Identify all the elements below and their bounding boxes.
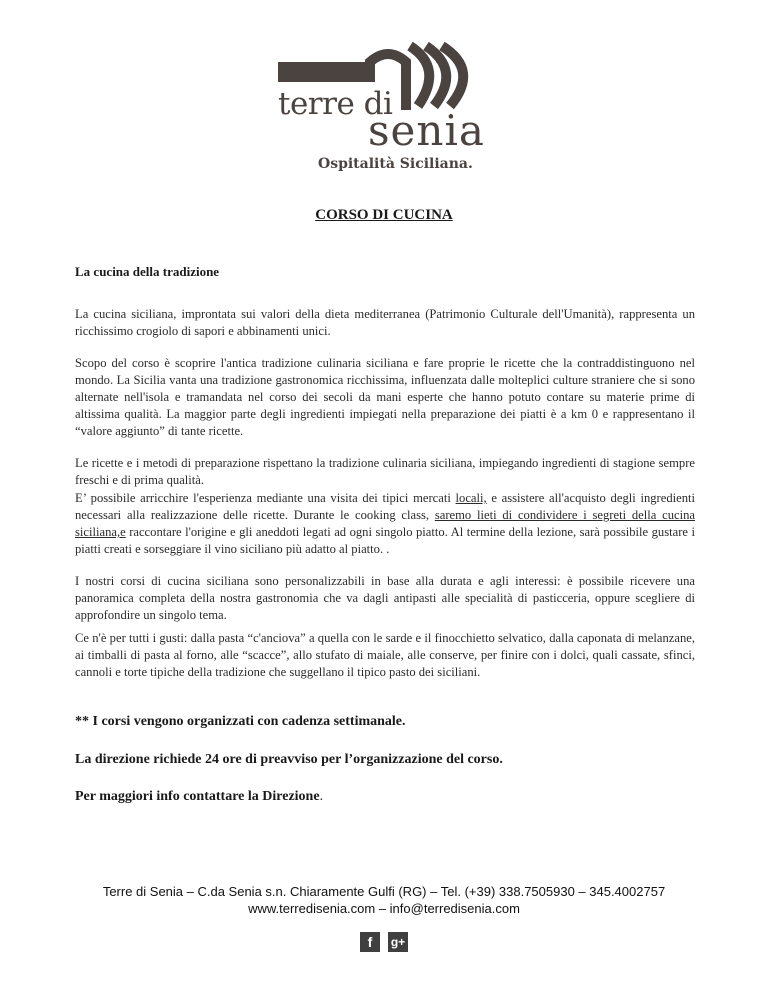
paragraph-4-text-a: E’ possibile arricchire l'esperienza mediante una visita dei tipici mercati: [75, 491, 456, 505]
footer-address: Terre di Senia – C.da Senia s.n. Chiaramente Gulfi (RG) – Tel. (+39) 338.7505930 – 345.4002757: [102, 884, 666, 899]
footer-contacts[interactable]: www.terredisenia.com – info@terredisenia.com: [248, 901, 520, 916]
paragraph-4-text-c: raccontare l'origine e gli aneddoti legati ad ogni singolo piatto. Al termine della lezione, sarà possibile gustare i piatti creati e sorseggiare il vino siciliano più adatto al piatto. .: [75, 525, 695, 556]
paragraph-1: La cucina siciliana, improntata sui valori della dieta mediterranea (Patrimonio Culturale dell'Umanità), rappresenta un ricchissimo crogiolo di sapori e abbinamenti unici.: [75, 307, 695, 338]
paragraph-2: Scopo del corso è scoprire l'antica tradizione culinaria siciliana e fare proprie le ricette che la contraddistinguono nel mondo. La Sicilia vanta una tradizione gastronomica ricchissima, influenzata dalle molteplici culture straniere che si sono alternate nell'isola e tramandata nel corso dei secoli da mani esperte che hanno potuto contare su materie prime di altissima qualità. La maggior parte degli ingredienti impiegati nella preparazione dei piatti è a km 0 e rappresentano il “valore aggiunto” di tante ricette.: [75, 356, 695, 438]
note-weekly: ** I corsi vengono organizzati con cadenza settimanale.: [75, 714, 406, 729]
logo-name-line2: senia: [368, 106, 485, 155]
facebook-icon[interactable]: f: [360, 932, 380, 952]
paragraph-4-text-b: e assistere all'acquisto degli ingredienti necessari alla realizzazione delle ricette. Durante le cooking class,: [75, 491, 695, 522]
paragraph-5: I nostri corsi di cucina siciliana sono personalizzabili in base alla durata e agli interessi: è possibile ricevere una panoramica completa della nostra gastronomia che va dagli antipasti alle specialità di pasticceria, oppure scegliere di approfondire un singolo tema.: [75, 574, 695, 622]
section-heading: La cucina della tradizione: [75, 264, 220, 279]
link-segreti-cucina[interactable]: saremo lieti di condividere i segreti della cucina siciliana,e: [75, 508, 695, 539]
logo-tagline: Ospitalità Siciliana.: [318, 156, 473, 172]
paragraph-6: Ce n'è per tutti i gusti: dalla pasta “c'anciova” a quella con le sarde e il finocchietto selvatico, dalla caponata di melanzane, ai timballi di pasta al forno, alle “scacce”, allo stufato di maiale, alle conserve, per finire con i dolci, quali cassate, sfinci, cannoli e torte tipiche della tradizione che suggellano il tipico pasto dei siciliani.: [75, 631, 695, 679]
paragraph-3: Le ricette e i metodi di preparazione rispettano la tradizione culinaria siciliana, impiegando ingredienti di stagione sempre freschi e di prima qualità.: [75, 456, 695, 487]
footer: [0, 883, 768, 917]
link-locali[interactable]: locali,: [455, 491, 487, 505]
social-links: [0, 932, 768, 952]
note-notice: La direzione richiede 24 ore di preavviso per l’organizzazione del corso.: [75, 752, 503, 767]
document-title: CORSO DI CUCINA: [315, 207, 453, 223]
logo: [276, 40, 492, 180]
paragraph-4: [75, 490, 695, 558]
note-contact-period: .: [319, 789, 324, 804]
logo-name-line1: terre di: [278, 86, 393, 122]
note-contact-text: Per maggiori info contattare la Direzione: [75, 789, 320, 804]
google-plus-icon[interactable]: g+: [388, 932, 408, 952]
note-contact: [75, 789, 695, 805]
